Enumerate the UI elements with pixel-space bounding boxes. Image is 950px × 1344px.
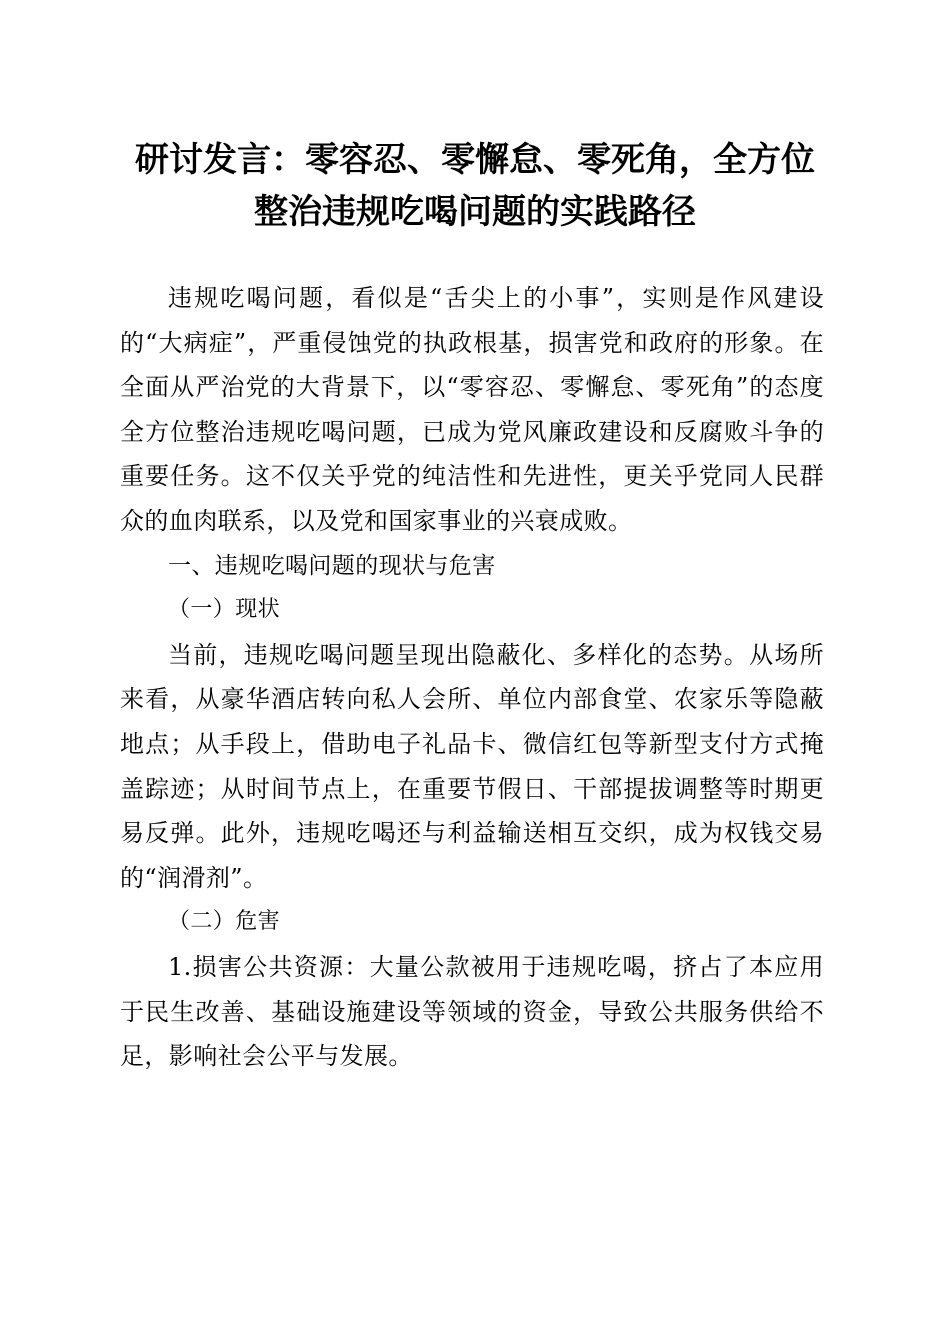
status-paragraph: 当前，违规吃喝问题呈现出隐蔽化、多样化的态势。从场所来看，从豪华酒店转向私人会所、单位内部食堂、农家乐等隐蔽地点；从手段上，借助电子礼品卡、微信红包等新型支付方式掩盖踪迹；从时间节点上，在重要节假日、干部提拔调整等时期更易反弹。此外，违规吃喝还与利益输送相互交织，成为权钱交易的“润滑剂”。 <box>120 640 824 892</box>
subsection-heading-harm: （二）危害 <box>168 909 281 935</box>
document-body <box>120 276 824 1079</box>
harm-item-1: 1.损害公共资源：大量公款被用于违规吃喝，挤占了本应用于民生改善、基础设施建设等领域的资金，导致公共服务供给不足，影响社会公平与发展。 <box>120 952 824 1071</box>
title-line-2: 整治违规吃喝问题的实践路径 <box>254 192 696 232</box>
title-line-1: 研讨发言：零容忍、零懈怠、零死角，全方位 <box>135 140 815 180</box>
page-title <box>100 134 850 238</box>
intro-paragraph: 违规吃喝问题，看似是“舌尖上的小事”，实则是作风建设的“大病症”，严重侵蚀党的执政根基，损害党和政府的形象。在全面从严治党的大背景下，以“零容忍、零懈怠、零死角”的态度全方位整治违规吃喝问题，已成为党风廉政建设和反腐败斗争的重要任务。这不仅关乎党的纯洁性和先进性，更关乎党同人民群众的血肉联系，以及党和国家事业的兴衰成败。 <box>120 284 824 535</box>
subsection-heading-status: （一）现状 <box>168 597 281 623</box>
section-heading-1: 一、违规吃喝问题的现状与危害 <box>168 552 496 579</box>
